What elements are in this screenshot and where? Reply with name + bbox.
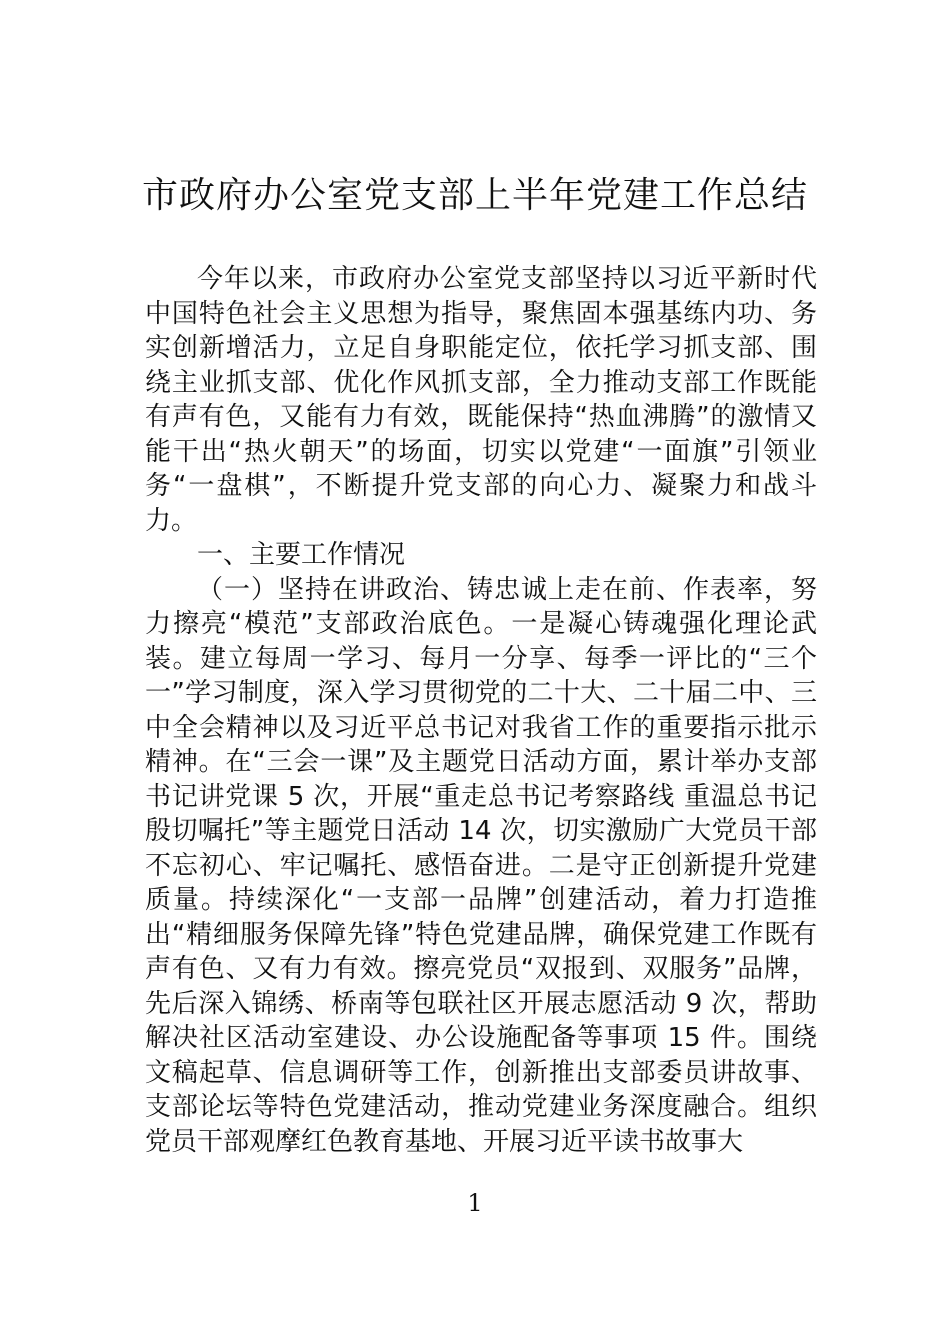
document-title: 市政府办公室党支部上半年党建工作总结 [141, 175, 808, 216]
section-heading: 一、主要工作情况 [197, 540, 406, 570]
document-body [145, 262, 817, 1159]
page-number: 1 [467, 1189, 483, 1217]
section-paragraph: （一）坚持在讲政治、铸忠诚上走在前、作表率，努力擦亮“模范”支部政治底色。一是凝心铸魂强化理论武装。建立每周一学习、每月一分享、每季一评比的“三个一”学习制度，深入学习贯彻党的二十大、二十届二中、三中全会精神以及习近平总书记对我省工作的重要指示批示精神。在“三会一课”及主题党日活动方面，累计举办支部书记讲党课 5 次，开展“重走总书记考察路线 重温总书记殷切嘱托”等主题党日活动 14 次，切实激励广大党员干部不忘初心、牢记嘱托、感悟奋进。二是守正创新提升党建质量。持续深化“一支部一品牌”创建活动，着力打造推出“精细服务保障先锋”特色党建品牌，确保党建工作既有声有色、又有力有效。擦亮党员“双报到、双服务”品牌，先后深入锦绣、桥南等包联社区开展志愿活动 9 次，帮助解决社区活动室建设、办公设施配备等事项 15 件。围绕文稿起草、信息调研等工作，创新推出支部委员讲故事、支部论坛等特色党建活动，推动党建业务深度融合。组织党员干部观摩红色教育基地、开展习近平读书故事大 [145, 574, 817, 1157]
intro-paragraph: 今年以来，市政府办公室党支部坚持以习近平新时代中国特色社会主义思想为指导，聚焦固本强基练内功、务实创新增活力，立足自身职能定位，依托学习抓支部、围绕主业抓支部、优化作风抓支部，全力推动支部工作既能有声有色，又能有力有效，既能保持“热血沸腾”的激情又能干出“热火朝天”的场面，切实以党建“一面旗”引领业务“一盘棋”，不断提升党支部的向心力、凝聚力和战斗力。 [145, 264, 817, 536]
